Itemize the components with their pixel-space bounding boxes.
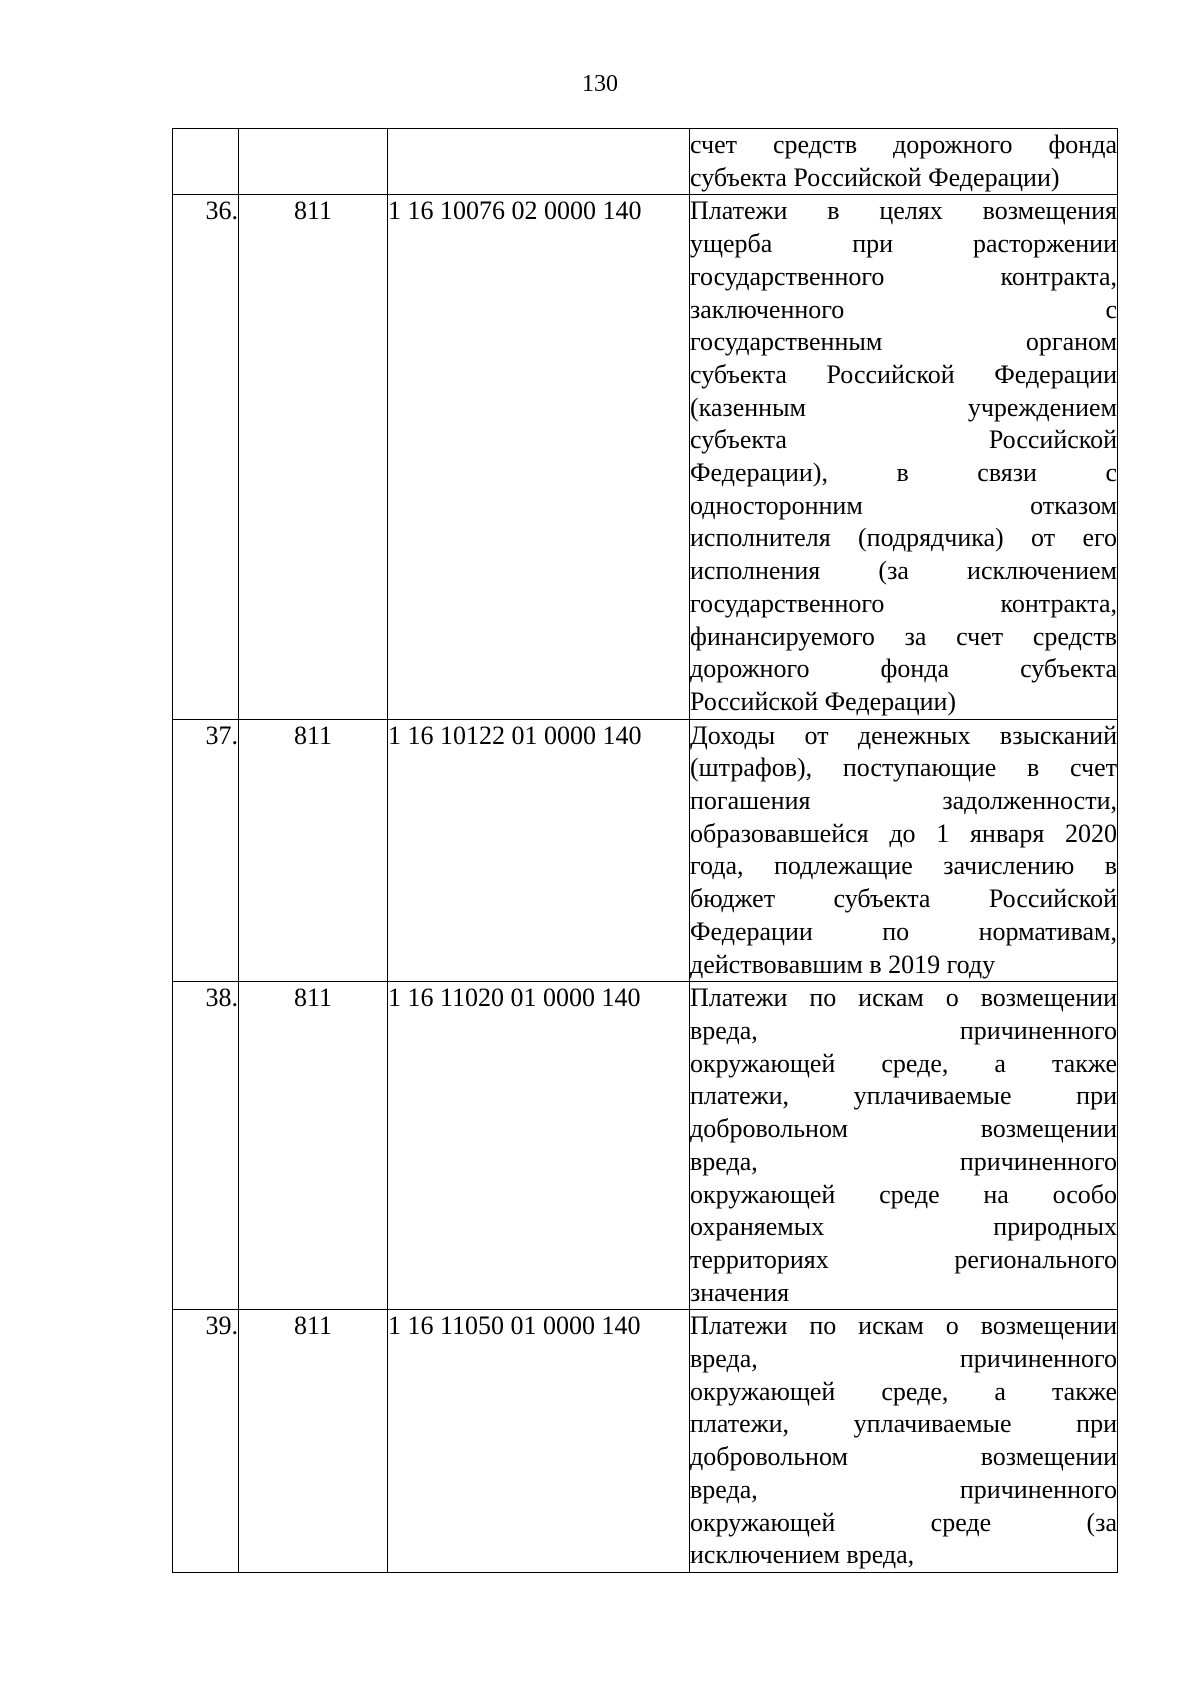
description-cell bbox=[690, 719, 1118, 982]
table-row bbox=[173, 195, 1118, 719]
description-line: добровольном возмещении bbox=[690, 1442, 1117, 1472]
table-row bbox=[173, 129, 1118, 195]
budget-code-cell: 1 16 10076 02 0000 140 bbox=[388, 195, 690, 719]
description-line: вреда, причиненного bbox=[690, 1474, 1117, 1504]
description-line: погашения задолженности, bbox=[690, 786, 1117, 816]
description-line: Российской Федерации) bbox=[690, 686, 957, 716]
budget-code-cell: 1 16 11050 01 0000 140 bbox=[388, 1310, 690, 1573]
description-line: дорожного фонда субъекта bbox=[690, 654, 1117, 684]
budget-code-cell bbox=[388, 129, 690, 195]
description-line: государственного контракта, bbox=[690, 261, 1117, 291]
row-number-cell: 37. bbox=[173, 719, 239, 982]
description-line: финансируемого за счет средств bbox=[690, 621, 1117, 651]
description-line: субъекта Российской Федерации) bbox=[690, 162, 1060, 192]
budget-code-cell: 1 16 10122 01 0000 140 bbox=[388, 719, 690, 982]
description-line: исключением вреда, bbox=[690, 1540, 915, 1570]
description-line: охраняемых природных bbox=[690, 1212, 1117, 1242]
description-line: (штрафов), поступающие в счет bbox=[690, 753, 1117, 783]
description-line: субъекта Российской Федерации bbox=[690, 359, 1117, 389]
description-line: (казенным учреждением bbox=[690, 392, 1117, 422]
row-number-cell bbox=[173, 129, 239, 195]
description-line: года, подлежащие зачислению в bbox=[690, 851, 1117, 881]
description-line: значения bbox=[690, 1277, 790, 1307]
description-line: окружающей среде на особо bbox=[690, 1179, 1117, 1209]
admin-code-cell: 811 bbox=[239, 982, 388, 1310]
description-cell bbox=[690, 1310, 1118, 1573]
admin-code-cell: 811 bbox=[239, 719, 388, 982]
description-line: Федерации), в связи с bbox=[690, 458, 1117, 488]
description-line: Федерации по нормативам, bbox=[690, 916, 1117, 946]
description-line: бюджет субъекта Российской bbox=[690, 884, 1117, 914]
description-line: добровольном возмещении bbox=[690, 1114, 1117, 1144]
description-line: вреда, причиненного bbox=[690, 1146, 1117, 1176]
table-row bbox=[173, 719, 1118, 982]
description-line: исполнителя (подрядчика) от его bbox=[690, 523, 1117, 553]
table-body bbox=[173, 129, 1118, 1573]
description-line: ущерба при расторжении bbox=[690, 229, 1117, 259]
description-line: вреда, причиненного bbox=[690, 1015, 1117, 1045]
admin-code-cell: 811 bbox=[239, 195, 388, 719]
description-line: платежи, уплачиваемые при bbox=[690, 1081, 1117, 1111]
description-line: заключенного с bbox=[690, 294, 1117, 324]
budget-codes-table bbox=[172, 128, 1118, 1573]
admin-code-cell bbox=[239, 129, 388, 195]
description-line: вреда, причиненного bbox=[690, 1344, 1117, 1374]
description-line: субъекта Российской bbox=[690, 425, 1117, 455]
description-line: односторонним отказом bbox=[690, 490, 1117, 520]
row-number-cell: 36. bbox=[173, 195, 239, 719]
description-line: платежи, уплачиваемые при bbox=[690, 1409, 1117, 1439]
description-line: окружающей среде, а также bbox=[690, 1048, 1117, 1078]
description-line: государственным органом bbox=[690, 327, 1117, 357]
budget-code-cell: 1 16 11020 01 0000 140 bbox=[388, 982, 690, 1310]
description-line: Платежи в целях возмещения bbox=[690, 196, 1117, 226]
description-line: образовавшейся до 1 января 2020 bbox=[690, 818, 1117, 848]
description-line: Доходы от денежных взысканий bbox=[690, 720, 1117, 750]
row-number-cell: 39. bbox=[173, 1310, 239, 1573]
admin-code-cell: 811 bbox=[239, 1310, 388, 1573]
description-line: государственного контракта, bbox=[690, 588, 1117, 618]
description-line: действовавшим в 2019 году bbox=[690, 949, 996, 979]
row-number-cell: 38. bbox=[173, 982, 239, 1310]
description-cell bbox=[690, 982, 1118, 1310]
description-line: исполнения (за исключением bbox=[690, 556, 1117, 586]
description-cell bbox=[690, 129, 1118, 195]
description-cell bbox=[690, 195, 1118, 719]
description-line: территориях регионального bbox=[690, 1244, 1117, 1274]
description-line: Платежи по искам о возмещении bbox=[690, 983, 1117, 1013]
description-line: Платежи по искам о возмещении bbox=[690, 1311, 1117, 1341]
table-row bbox=[173, 982, 1118, 1310]
table-row bbox=[173, 1310, 1118, 1573]
description-line: окружающей среде, а также bbox=[690, 1376, 1117, 1406]
description-line: счет средств дорожного фонда bbox=[690, 130, 1117, 159]
description-line: окружающей среде (за bbox=[690, 1507, 1117, 1537]
page-number: 130 bbox=[582, 71, 618, 97]
